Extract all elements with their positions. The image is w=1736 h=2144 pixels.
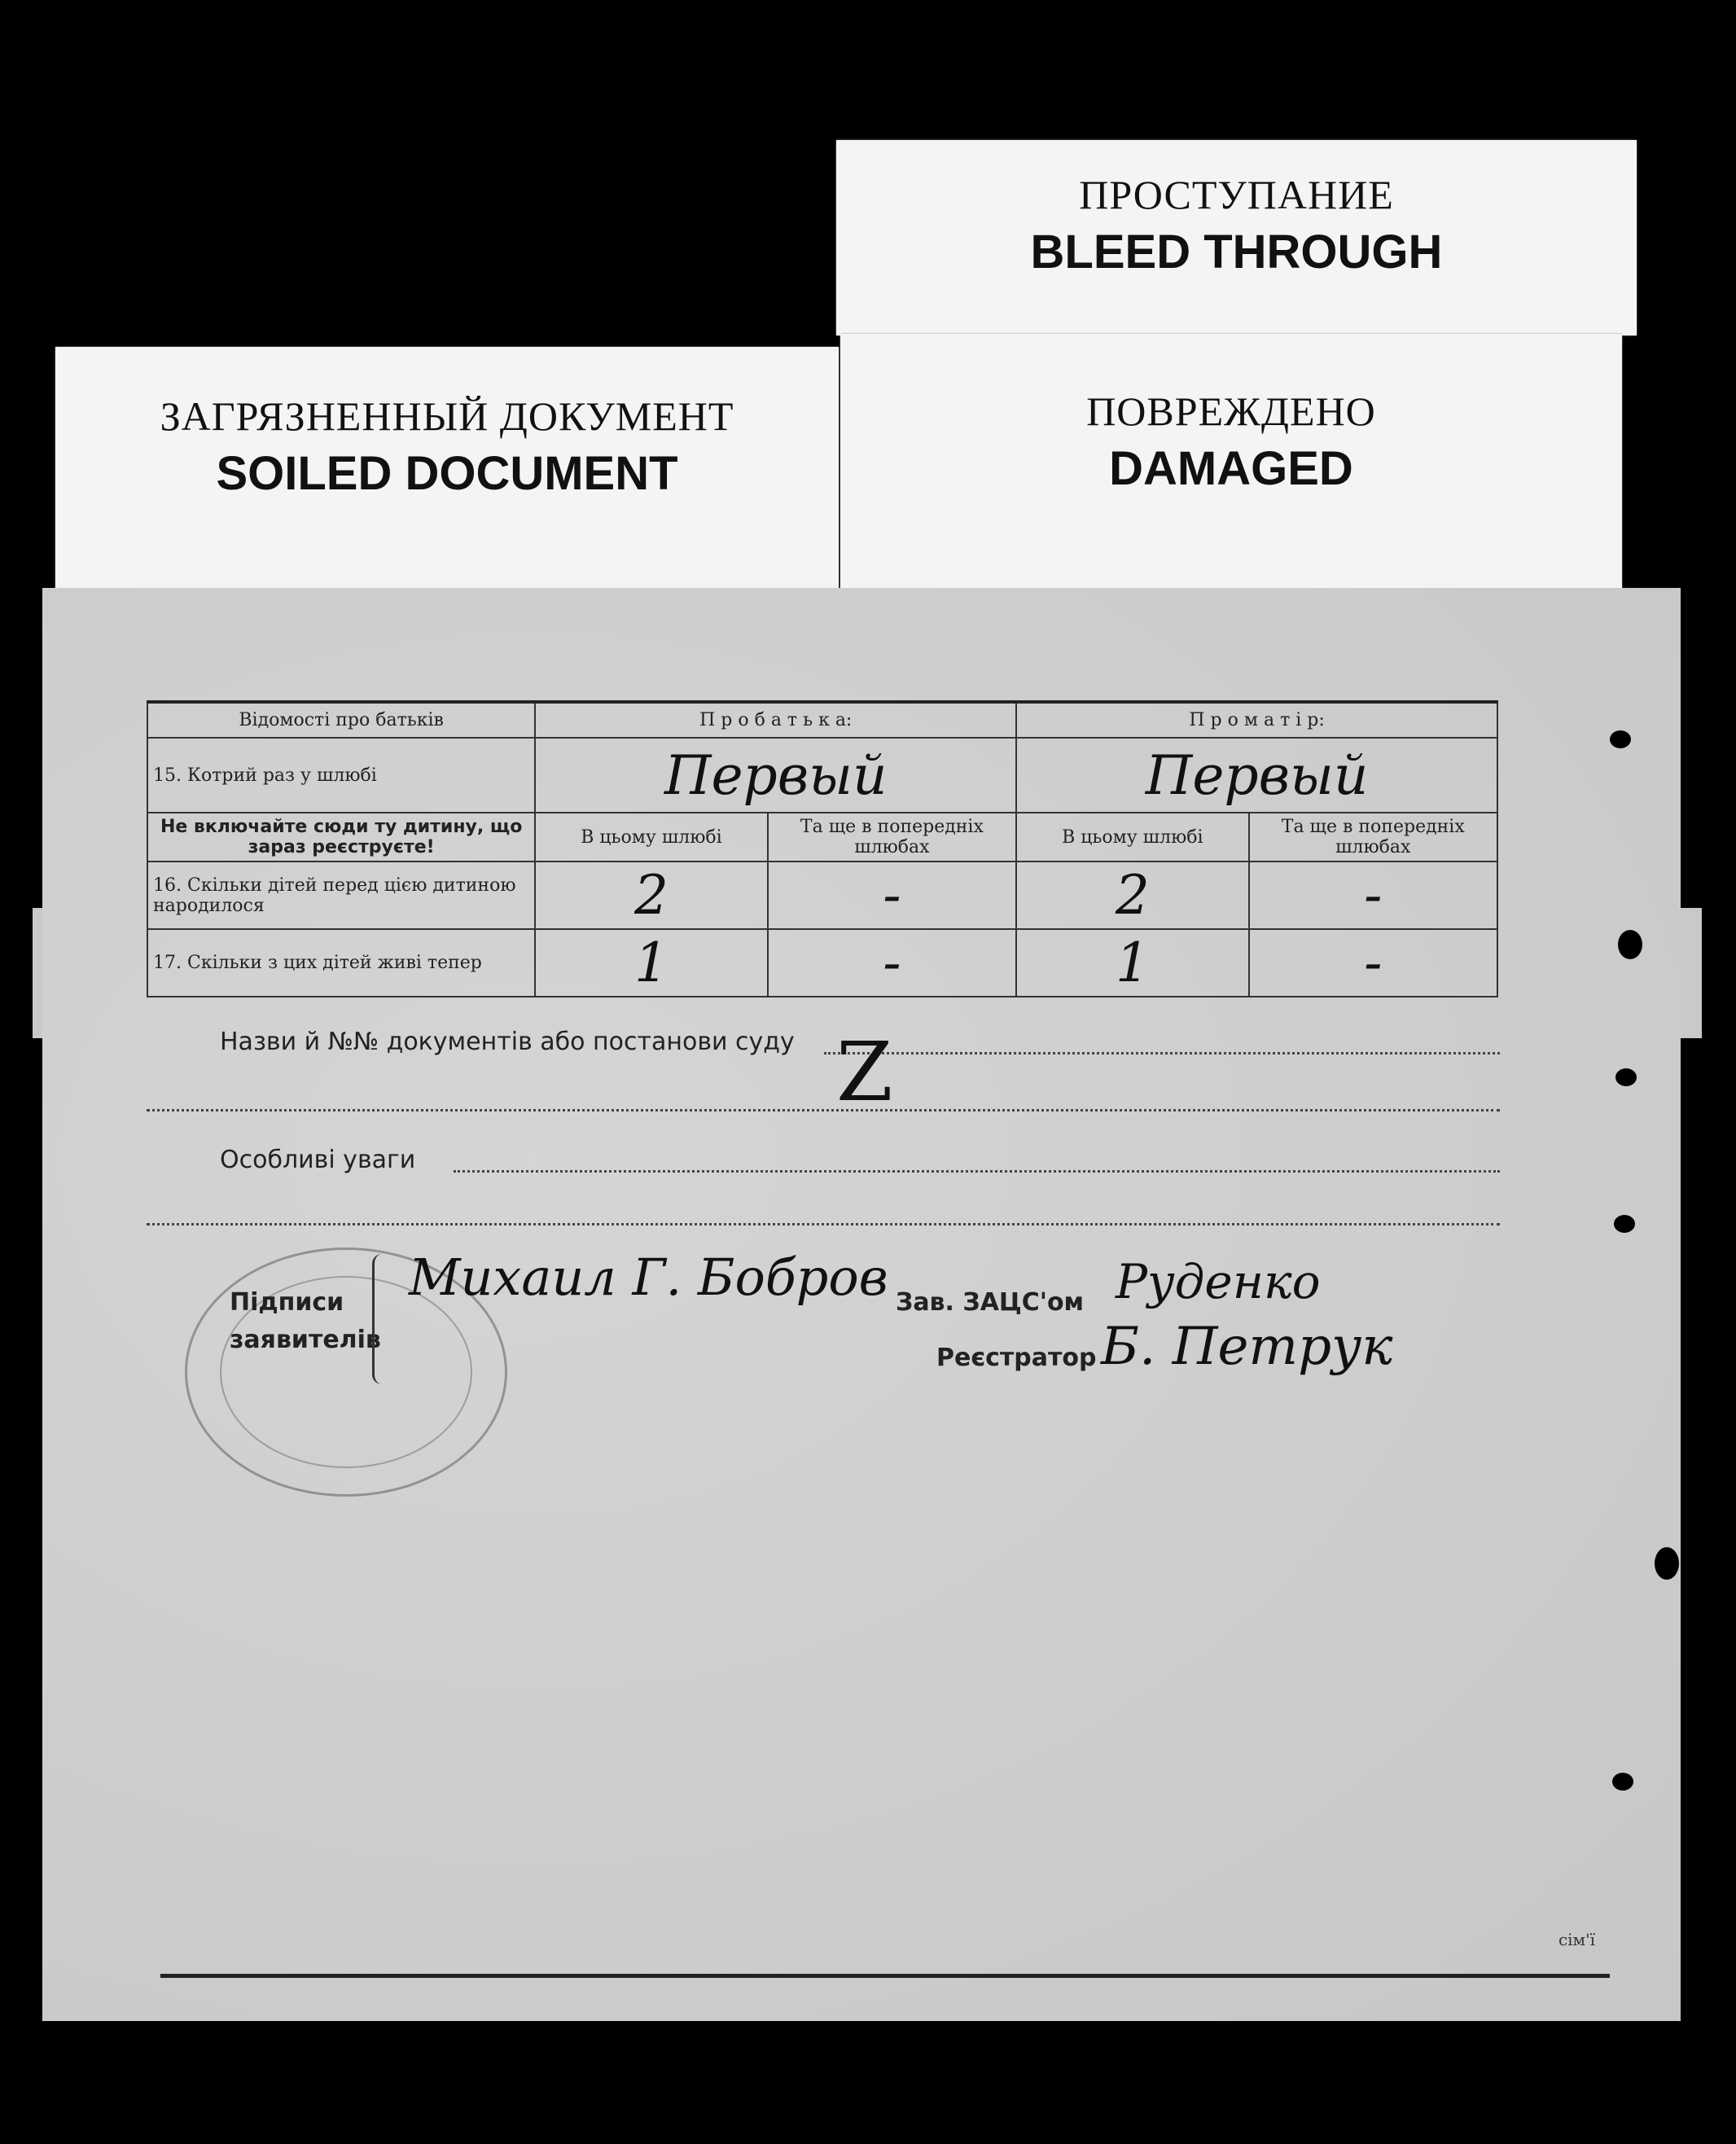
head-label: Зав. ЗАЦС'ом xyxy=(896,1288,1085,1317)
remarks-line xyxy=(454,1170,1500,1173)
mother-header: П р о м а т і р: xyxy=(1016,702,1497,738)
damaged-ru: ПОВРЕЖДЕНО xyxy=(1086,388,1376,434)
applicants-brace xyxy=(372,1254,389,1384)
row17-value: 1 xyxy=(535,929,767,997)
row16-value: 2 xyxy=(1016,862,1248,929)
registrar-label: Реєстратор xyxy=(936,1344,1097,1372)
damaged-en: DAMAGED xyxy=(1109,442,1353,495)
row17-value: - xyxy=(1249,929,1497,997)
documents-value: Z xyxy=(836,1024,893,1120)
row15-father-value: Первый xyxy=(535,738,1016,813)
row16-value: - xyxy=(1249,862,1497,929)
row17-label: 17. Скільки з цих дітей живі тепер xyxy=(147,929,535,997)
exclude-child-note: Не включайте сюди ту дитину, що зараз реєструєте! xyxy=(147,813,535,862)
remarks-line-2 xyxy=(147,1223,1500,1225)
bleed-through-card xyxy=(836,140,1637,335)
form-footer-code: сім'ї xyxy=(1558,1930,1595,1949)
binding-hole xyxy=(1615,1068,1637,1086)
documents-line-2 xyxy=(147,1109,1500,1111)
col-this-marriage-father: В цьому шлюбі xyxy=(535,813,767,862)
damaged-card xyxy=(840,334,1622,603)
documents-label: Назви й №№ документів або постанови суду xyxy=(220,1028,795,1056)
registrar-signature: Б. Петрук xyxy=(1101,1317,1393,1377)
row15-mother-value: Первый xyxy=(1016,738,1497,813)
row17-value: 1 xyxy=(1016,929,1248,997)
row16-value: 2 xyxy=(535,862,767,929)
parents-info-table xyxy=(147,700,1498,997)
row16-value: - xyxy=(768,862,1016,929)
col-this-marriage-mother: В цьому шлюбі xyxy=(1016,813,1248,862)
col-prev-marriage-father: Та ще в попередніх шлюбах xyxy=(768,813,1016,862)
row17-value: - xyxy=(768,929,1016,997)
soiled-document-en: SOILED DOCUMENT xyxy=(216,447,678,500)
applicants-label-2: заявителів xyxy=(230,1326,381,1354)
head-signature: Руденко xyxy=(1116,1254,1321,1309)
col-prev-marriage-mother: Та ще в попередніх шлюбах xyxy=(1249,813,1497,862)
binding-hole xyxy=(1610,730,1631,748)
registration-form-page xyxy=(42,588,1681,2021)
row16-label: 16. Скільки дітей перед цією дитиною народилося xyxy=(147,862,535,929)
binding-hole xyxy=(1655,1547,1679,1580)
bleed-through-en: BLEED THROUGH xyxy=(1030,226,1443,278)
documents-line xyxy=(824,1052,1500,1054)
applicant-signature: Михаил Г. Бобров xyxy=(409,1247,888,1307)
row15-label: 15. Котрий раз у шлюбі xyxy=(147,738,535,813)
applicants-label-1: Підписи xyxy=(230,1288,344,1317)
bleed-through-ru: ПРОСТУПАНИЕ xyxy=(1079,172,1394,217)
soiled-document-ru: ЗАГРЯЗНЕННЫЙ ДОКУМЕНТ xyxy=(160,393,734,439)
binding-hole xyxy=(1614,1215,1635,1233)
remarks-label: Особливі уваги xyxy=(220,1146,416,1174)
binding-hole xyxy=(1618,930,1642,959)
bottom-rule xyxy=(160,1974,1610,1978)
father-header: П р о б а т ь к а: xyxy=(535,702,1016,738)
soiled-document-card xyxy=(55,347,839,616)
header-label: Відомості про батьків xyxy=(147,702,535,738)
binding-hole xyxy=(1612,1773,1633,1791)
